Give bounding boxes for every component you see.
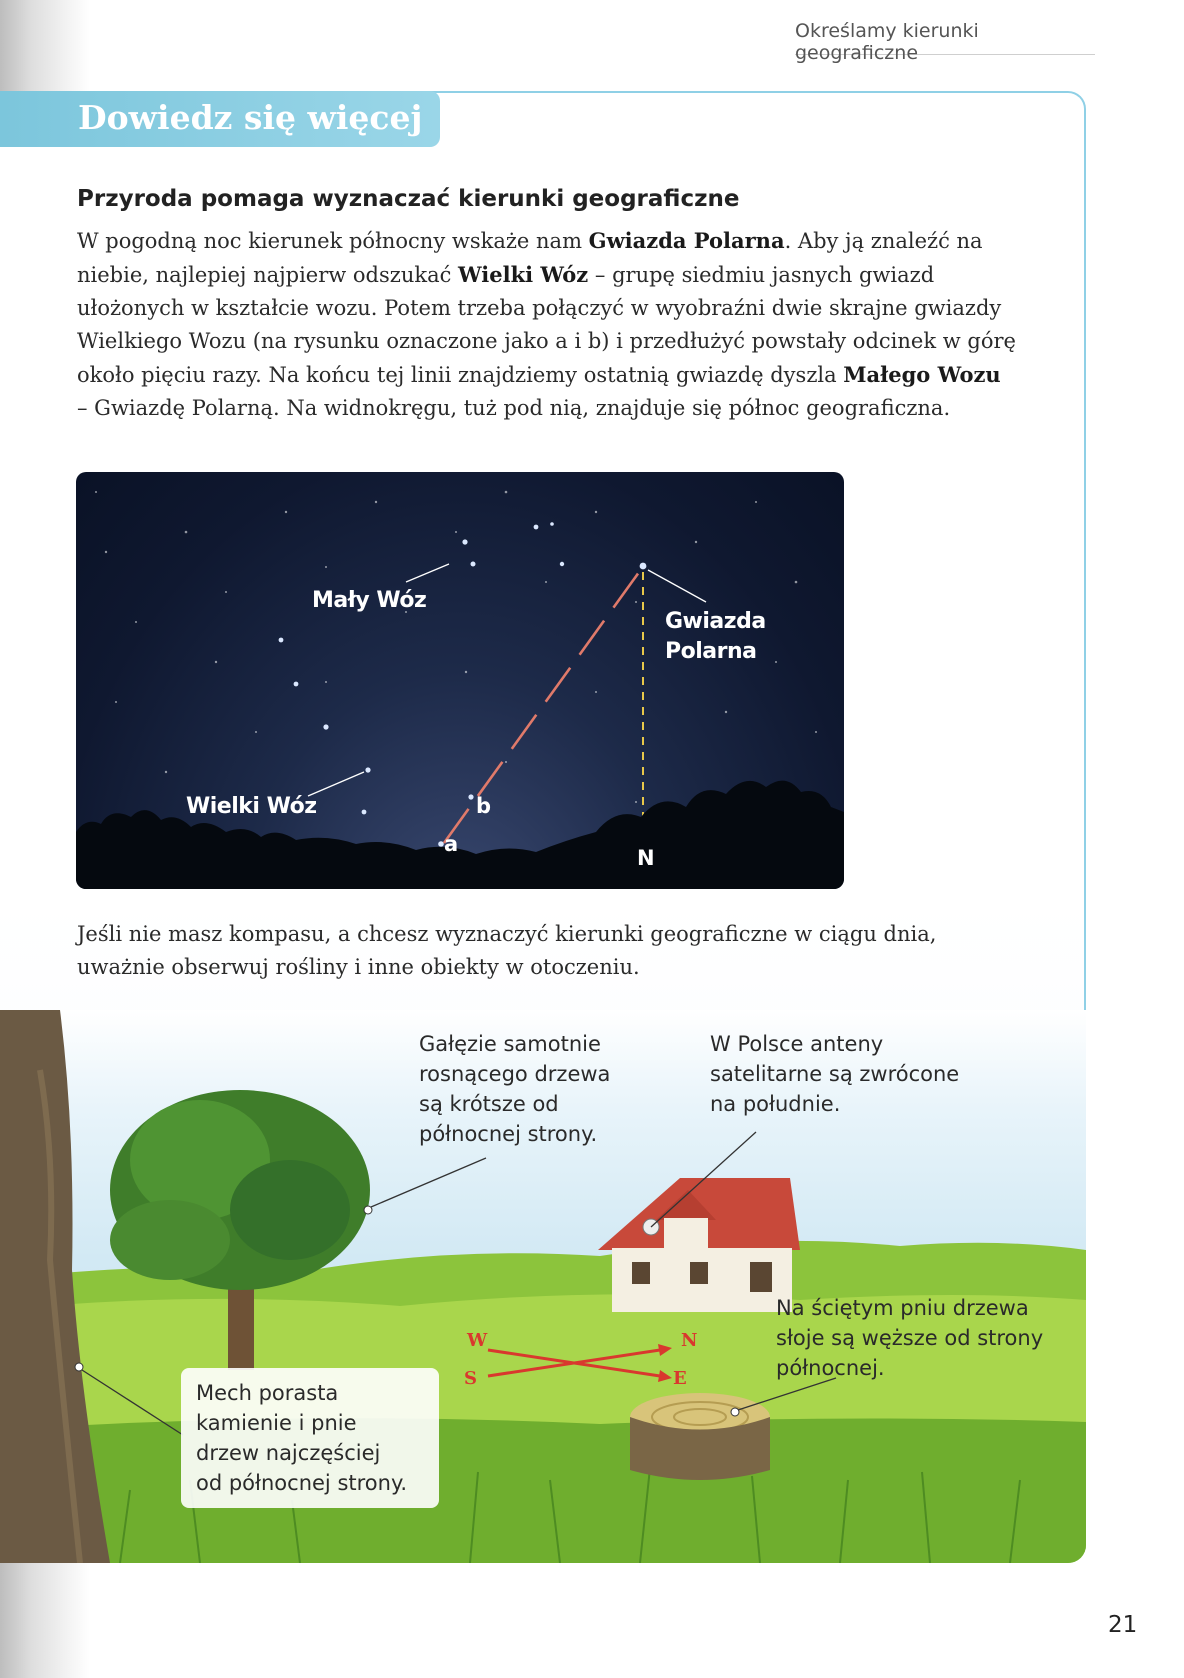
info-box-title: Dowiedz się więcej — [78, 98, 423, 137]
running-header: Określamy kierunki geograficzne — [795, 20, 1095, 55]
label-polarna: Polarna — [665, 639, 757, 664]
compass-e: E — [673, 1368, 687, 1389]
page-number: 21 — [1108, 1612, 1138, 1638]
polaris-leader — [648, 570, 706, 602]
daytime-paragraph: Jeśli nie masz kompasu, a chcesz wyznaczyć kierunki geograficzne w ciągu dnia, uważnie obserwuj rośliny i inne obiekty w otoczeniu. — [77, 922, 937, 979]
term-gwiazda-polarna: Gwiazda Polarna — [588, 228, 785, 253]
branches-leader — [371, 1158, 486, 1207]
term-maly-woz: Małego Wozu — [843, 362, 1001, 387]
constellation-stars — [279, 522, 647, 847]
label-maly-woz: Mały Wóz — [312, 588, 427, 613]
label-star-a: a — [444, 832, 458, 856]
label-gwiazda: Gwiazda — [665, 609, 766, 634]
caption-antennas: W Polsce anteny satelitarne są zwrócone na południe. — [710, 1032, 960, 1116]
maly-woz-leader — [406, 564, 449, 582]
night-sky-illustration — [76, 472, 844, 889]
compass-n: N — [681, 1330, 698, 1351]
compass-w: W — [467, 1330, 488, 1351]
line-to-polaris — [444, 568, 642, 843]
label-star-b: b — [476, 794, 491, 818]
night-sky-drawing — [76, 472, 844, 889]
label-wielki-woz: Wielki Wóz — [186, 794, 317, 819]
intro-paragraph: W pogodną noc kierunek północny wskaże nam Gwiazda Polarna. Aby ją znaleźć na niebie, najlepiej najpierw odszukać Wielki Wóz – grupę siedmiu jasnych gwiazd ułożonych w kształcie wozu. Potem trzeba połączyć w wyobraźni dwie skrajne gwiazdy Wielkiego Wozu (na rysunku oznaczone jako a i b) i przedłużyć powstały odcinek w górę około pięciu razy. Na końcu tej linii znajdziemy ostatnią gwiazdę dyszla Małego Wozu – Gwiazdę Polarną. Na widnokręgu, tuż pod nią, znajduje się północ geograficzna. — [77, 228, 1016, 420]
label-north: N — [637, 846, 655, 870]
section-subtitle: Przyroda pomaga wyznaczać kierunki geograficzne — [77, 186, 740, 212]
term-wielki-woz: Wielki Wóz — [458, 262, 589, 287]
caption-moss: Mech porasta kamienie i pnie drzew najczęściej od północnej strony. — [196, 1381, 408, 1495]
caption-branches: Gałęzie samotnie rosnącego drzewa są krótsze od północnej strony. — [419, 1032, 611, 1146]
compass-s: S — [464, 1368, 477, 1389]
wielki-woz-leader — [308, 772, 364, 796]
caption-stump: Na ściętym pniu drzewa słoje są węższe od strony północnej. — [776, 1296, 1044, 1380]
